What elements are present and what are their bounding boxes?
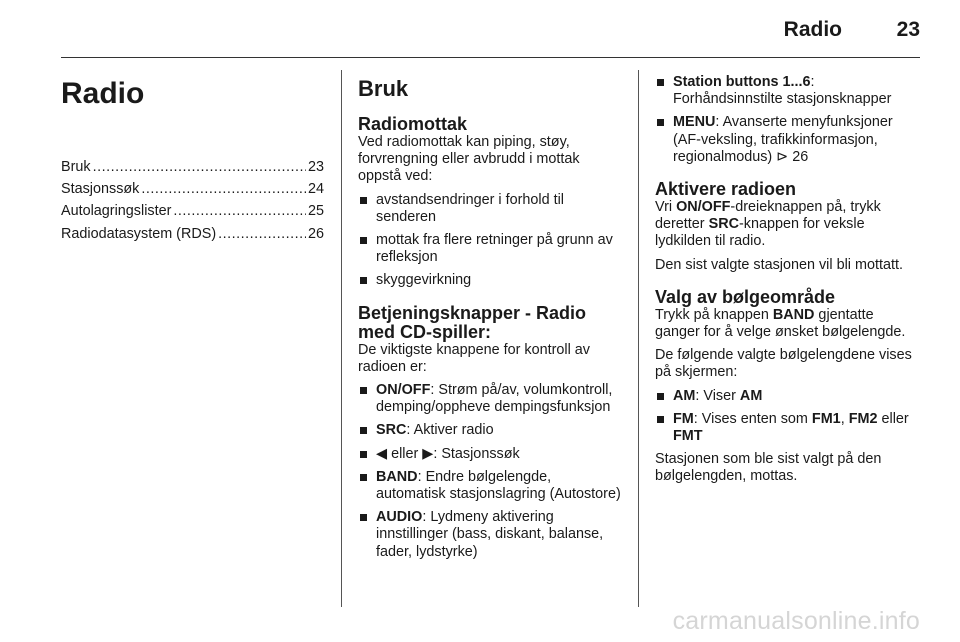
toc-entry[interactable] [61, 181, 324, 198]
key-label: FM [673, 410, 694, 427]
text-run: , [840, 410, 849, 427]
list-item [655, 411, 920, 445]
item-text: : Lydmeny aktivering innstillinger (bass, diskant, balanse, fader, lydstyrke) [376, 509, 604, 560]
toc-entry[interactable] [61, 159, 324, 176]
body-text [655, 307, 920, 341]
text-run: Trykk på knappen [655, 306, 773, 323]
toc-leader [218, 226, 306, 243]
item-text: : Strøm på/av, volumkontroll, demping/oppheve dempingsfunksjon [376, 382, 613, 416]
list-item [655, 114, 920, 166]
key-label: BAND [772, 306, 815, 323]
subsection-heading: Aktivere radioen [655, 179, 797, 200]
body-text: Ved radiomottak kan piping, støy, forvrengning eller avbrudd i mottak oppstå ved: [358, 134, 580, 185]
toc-entry-page: 26 [307, 225, 324, 242]
item-text: : Endre bølgelengde, automatisk stasjonslagring (Autostore) [376, 468, 621, 503]
list-item [358, 509, 622, 561]
list-item [655, 74, 920, 108]
body-text [655, 199, 920, 251]
list-item: skyggevirkning [358, 272, 622, 289]
usage-column [358, 68, 622, 567]
subsection-heading: Betjeningsknapper - Radio med CD-spiller: [358, 302, 587, 342]
item-text: : Avanserte menyfunksjoner (AF-veksling, trafikkinformasjon, regionalmodus) ⊳ 26 [673, 114, 893, 165]
key-label: ON/OFF [676, 199, 731, 216]
header-divider [61, 57, 920, 58]
toc-leader [173, 203, 306, 220]
key-label: FMT [673, 428, 703, 445]
key-label: Station buttons 1...6 [673, 74, 811, 90]
text-run: Vri [655, 199, 677, 216]
item-text: : Forhåndsinnstilte stasjonsknapper [673, 74, 892, 108]
toc-column [61, 68, 324, 248]
key-label: FM2 [848, 410, 878, 427]
toc-leader [141, 181, 306, 198]
toc-entry-page: 23 [307, 159, 324, 175]
key-label: BAND [376, 468, 418, 485]
chapter-title: Radio [61, 77, 145, 110]
controls-column [655, 68, 920, 492]
list-item: mottak fra flere retninger på grunn av refleksjon [358, 232, 622, 266]
body-text: De viktigste knappene for kontroll av radioen er: [358, 341, 590, 375]
toc-entry-label: Autolagringslister [61, 203, 172, 220]
item-text: : Aktiver radio [406, 422, 494, 439]
running-header-title: Radio [783, 18, 842, 41]
watermark: carmanualsonline.info [672, 607, 920, 635]
item-text: ◀ eller ▶: Stasjonssøk [376, 445, 520, 462]
key-label: SRC [376, 422, 407, 439]
column-divider [341, 70, 342, 607]
list-item [358, 469, 622, 503]
list-item [358, 446, 622, 463]
text-run: -knappen for veksle lydkilden til radio. [655, 216, 865, 250]
body-text: Stasjonen som ble sist valgt på den bølgelengden, mottas. [655, 451, 882, 485]
toc-entry[interactable] [61, 226, 324, 243]
list-item: avstandsendringer i forhold til senderen [358, 192, 622, 226]
toc-entry-label: Radiodatasystem (RDS) [61, 225, 217, 242]
key-label: FM1 [811, 410, 841, 427]
list-item [358, 382, 622, 416]
toc-list [61, 159, 324, 243]
body-text: Den sist valgte stasjonen vil bli mottatt. [655, 256, 903, 273]
subsection-heading: Valg av bølgeområde [655, 286, 836, 307]
toc-leader [93, 159, 306, 176]
column-divider [638, 70, 639, 607]
text-run: : Viser [695, 387, 740, 404]
key-label: MENU [673, 114, 716, 131]
list-item [655, 388, 920, 405]
text-run: gjentatte ganger for å velge ønsket bølgelengde. [655, 306, 906, 341]
section-heading: Bruk [358, 76, 409, 101]
list-item [358, 422, 622, 439]
toc-entry[interactable] [61, 203, 324, 220]
key-label: ON/OFF [376, 382, 431, 399]
toc-entry-page: 25 [307, 203, 324, 220]
text-run: eller [877, 410, 909, 427]
toc-entry-label: Stasjonssøk [61, 181, 140, 198]
page-number: 23 [896, 18, 920, 41]
text-run: -dreieknappen på, trykk deretter [655, 199, 881, 233]
body-text: De følgende valgte bølgelengdene vises på skjermen: [655, 347, 912, 381]
key-label: AM [739, 387, 763, 404]
subsection-heading: Radiomottak [358, 114, 468, 134]
key-label: SRC [708, 216, 739, 233]
toc-entry-label: Bruk [61, 159, 91, 175]
text-run: : Vises enten som [693, 410, 812, 427]
key-label: AM [673, 387, 696, 404]
toc-entry-page: 24 [307, 181, 324, 198]
key-label: AUDIO [376, 509, 423, 526]
